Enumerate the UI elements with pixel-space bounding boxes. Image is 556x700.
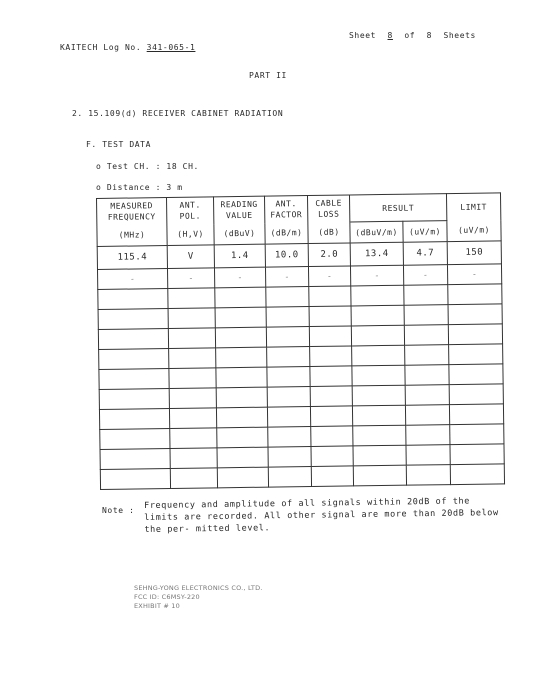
empty-cell xyxy=(311,426,353,447)
unit-limit: (uV/m) xyxy=(447,220,501,242)
header-limit: LIMIT xyxy=(446,193,500,221)
empty-cell xyxy=(352,345,405,366)
dash-cell: - xyxy=(214,267,265,288)
empty-cell xyxy=(268,467,311,488)
test-distance: o Distance : 3 m xyxy=(96,183,183,192)
log-value: 341-065-1 xyxy=(146,43,196,52)
empty-cell xyxy=(404,285,448,306)
empty-cell xyxy=(100,468,170,489)
dash-cell: - xyxy=(97,269,167,290)
of-label: of xyxy=(404,31,416,40)
empty-cell xyxy=(267,407,310,428)
unit-result-uv: (uV/m) xyxy=(403,221,447,243)
empty-cell xyxy=(170,448,217,469)
empty-cell xyxy=(99,368,169,389)
empty-cell xyxy=(266,287,309,308)
table-row xyxy=(100,464,504,490)
empty-cell xyxy=(98,309,168,330)
empty-cell xyxy=(450,464,504,485)
empty-cell xyxy=(215,287,266,308)
empty-cell xyxy=(448,304,502,325)
test-data-heading: F. TEST DATA xyxy=(86,140,151,149)
empty-cell xyxy=(170,428,217,449)
empty-cell xyxy=(352,385,405,406)
empty-cell xyxy=(216,367,267,388)
empty-cell xyxy=(168,328,215,349)
exhibit-number: EXHIBIT # 10 xyxy=(134,602,180,610)
empty-cell xyxy=(100,428,170,449)
empty-cell xyxy=(352,365,405,386)
empty-cell xyxy=(168,288,215,309)
empty-cell xyxy=(217,447,268,468)
empty-cell xyxy=(267,367,310,388)
dash-cell: - xyxy=(403,265,447,286)
company-name: SEHNG-YONG ELECTRONICS CO., LTD. xyxy=(134,584,263,592)
dash-cell: - xyxy=(447,264,501,285)
empty-cell xyxy=(448,324,502,345)
empty-cell xyxy=(405,405,449,426)
empty-cell xyxy=(449,344,503,365)
log-number xyxy=(60,44,195,52)
empty-cell xyxy=(405,345,449,366)
empty-cell xyxy=(99,388,169,409)
empty-cell xyxy=(99,349,169,370)
empty-cell xyxy=(311,466,353,487)
empty-cell xyxy=(406,425,450,446)
unit-reading: (dBuV) xyxy=(214,223,265,245)
radiation-table xyxy=(96,192,504,504)
empty-cell xyxy=(449,404,503,425)
empty-cell xyxy=(268,427,311,448)
empty-cell xyxy=(215,307,266,328)
empty-cell xyxy=(169,368,216,389)
empty-cell xyxy=(351,325,404,346)
sheet-num: 8 xyxy=(387,31,393,40)
empty-cell xyxy=(353,425,406,446)
cell-pol: V xyxy=(167,245,214,269)
empty-cell xyxy=(450,424,504,445)
note-text: Frequency and amplitude of all signals within 20dB of the limits are recorded. All other signal are more than 20dB below the per- mitted level. xyxy=(144,496,499,535)
empty-cell xyxy=(406,445,450,466)
empty-cell xyxy=(267,387,310,408)
empty-cell xyxy=(100,448,170,469)
unit-result-db: (dBuV/m) xyxy=(350,221,403,243)
header-frequency: MEASURED FREQUENCY xyxy=(97,198,167,226)
empty-cell xyxy=(406,465,450,486)
empty-cell xyxy=(450,444,504,465)
empty-cell xyxy=(216,407,267,428)
empty-cell xyxy=(98,289,168,310)
fcc-id: FCC ID: C6MSY-220 xyxy=(134,593,200,601)
empty-cell xyxy=(309,286,351,307)
unit-factor: (dB/m) xyxy=(265,223,308,245)
cell-freq: 115.4 xyxy=(97,246,167,270)
note-label: Note : xyxy=(102,506,135,515)
empty-cell xyxy=(310,406,352,427)
empty-cell xyxy=(169,388,216,409)
cell-limit: 150 xyxy=(447,241,501,265)
empty-cell xyxy=(309,306,351,327)
unit-pol: (H,V) xyxy=(167,224,214,246)
empty-cell xyxy=(448,284,502,305)
empty-cell xyxy=(266,307,309,328)
cell-reading: 1.4 xyxy=(214,244,265,268)
empty-cell xyxy=(311,446,353,467)
empty-cell xyxy=(405,385,449,406)
empty-cell xyxy=(351,285,404,306)
sheet-number xyxy=(349,32,482,40)
header-factor: ANT. FACTOR xyxy=(264,196,307,224)
dash-cell: - xyxy=(308,266,350,287)
empty-cell xyxy=(267,347,310,368)
empty-cell xyxy=(449,364,503,385)
empty-cell xyxy=(310,346,352,367)
empty-cell xyxy=(266,327,309,348)
dash-cell: - xyxy=(350,265,403,286)
test-channel: o Test CH. : 18 CH. xyxy=(96,162,199,171)
empty-cell xyxy=(352,405,405,426)
dash-cell: - xyxy=(167,268,214,289)
company-stamp xyxy=(134,584,263,611)
empty-cell xyxy=(449,384,503,405)
unit-freq: (MHz) xyxy=(97,225,167,247)
log-label: KAITECH Log No. xyxy=(60,43,142,52)
sheet-total: 8 xyxy=(426,31,433,40)
section-title: 2. 15.109(d) RECEIVER CABINET RADIATION xyxy=(72,109,284,118)
sheet-label: Sheet xyxy=(349,31,377,40)
empty-cell xyxy=(169,408,216,429)
empty-cell xyxy=(98,329,168,350)
header-result: RESULT xyxy=(349,194,446,222)
cell-result-uv: 4.7 xyxy=(403,242,447,266)
header-reading: READING VALUE xyxy=(213,196,264,224)
cell-result-db: 13.4 xyxy=(350,242,403,266)
empty-cell xyxy=(310,386,352,407)
cell-factor: 10.0 xyxy=(265,244,308,268)
empty-cell xyxy=(309,326,351,347)
empty-cell xyxy=(217,467,268,488)
empty-cell xyxy=(217,427,268,448)
empty-cell xyxy=(353,465,406,486)
empty-cell xyxy=(169,348,216,369)
empty-cell xyxy=(170,468,217,489)
empty-cell xyxy=(268,447,311,468)
empty-cell xyxy=(351,305,404,326)
empty-cell xyxy=(215,327,266,348)
empty-cell xyxy=(353,445,406,466)
header-pol: ANT. POL. xyxy=(167,197,214,225)
sheets-label: Sheets xyxy=(443,31,476,40)
cell-cable: 2.0 xyxy=(308,243,350,267)
empty-cell xyxy=(216,387,267,408)
dash-cell: - xyxy=(265,267,308,288)
empty-cell xyxy=(404,325,448,346)
empty-cell xyxy=(99,408,169,429)
unit-cable: (dB) xyxy=(308,222,350,244)
empty-cell xyxy=(310,366,352,387)
empty-cell xyxy=(216,347,267,368)
empty-cell xyxy=(168,308,215,329)
empty-cell xyxy=(405,365,449,386)
empty-cell xyxy=(404,305,448,326)
part-title: PART II xyxy=(249,71,287,80)
header-cable: CABLE LOSS xyxy=(307,195,349,223)
